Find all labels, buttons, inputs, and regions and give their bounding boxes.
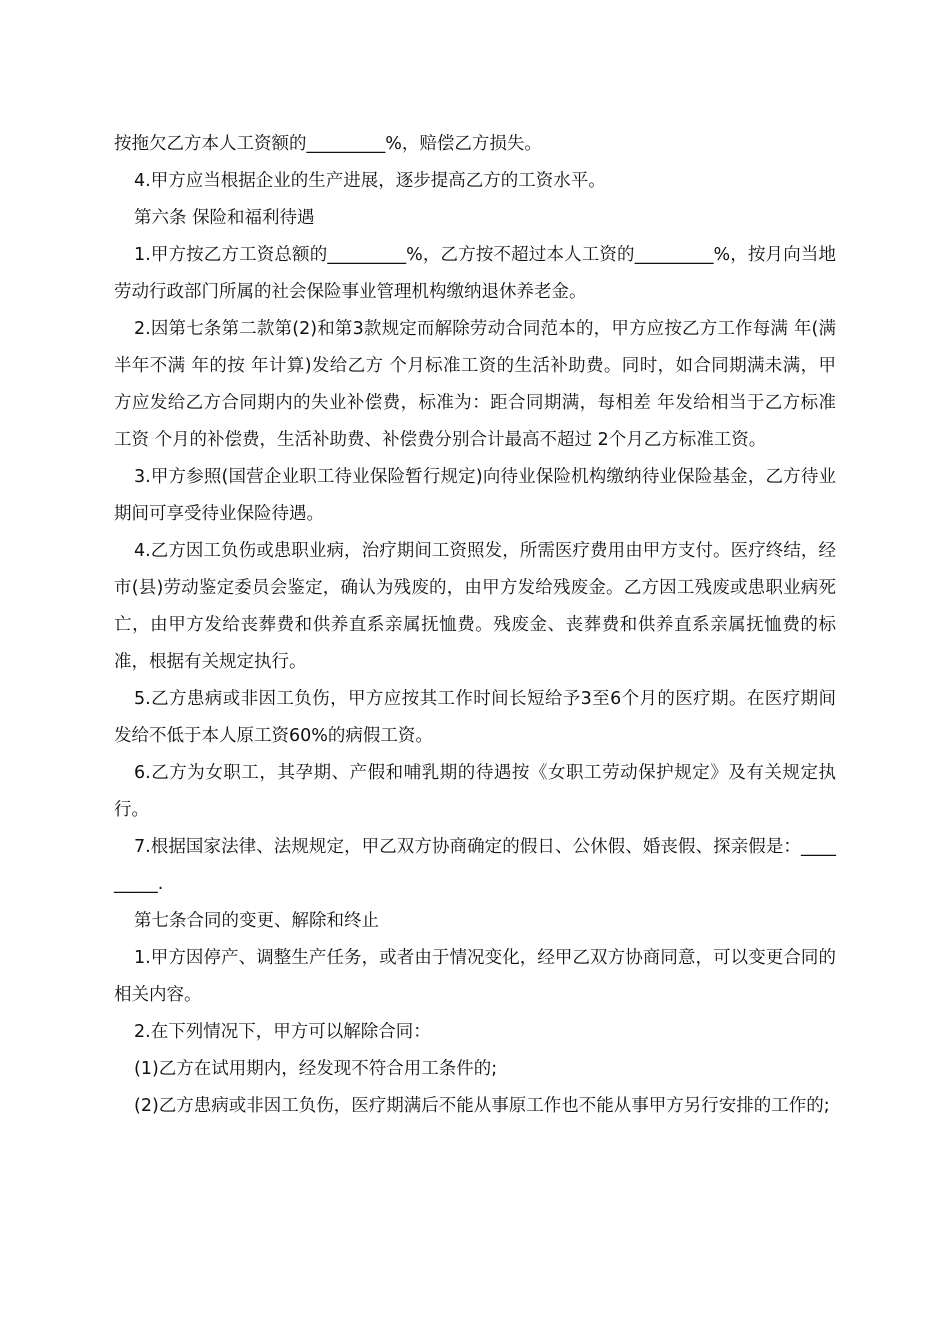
paragraph-clause-7-2-1: (1)乙方在试用期内，经发现不符合用工条件的;	[134, 1059, 498, 1079]
paragraph-clause-6-1: 1.甲方按乙方工资总额的_________%，乙方按不超过本人工资的_________%，按月向当地劳动行政部门所属的社会保险事业管理机构缴纳退休养老金。	[114, 245, 836, 302]
paragraph-clause-6-2: 2.因第七条第二款第(2)和第3款规定而解除劳动合同范本的，甲方应按乙方工作每满 年(满半年不满 年的按 年计算)发给乙方 个月标准工资的生活补助费。同时，如合同期满未满，甲方应发给乙方合同期内的失业补偿费，标准为：距合同期满，每相差 年发给相当于乙方标准工资 个月的补偿费，生活补助费、补偿费分别合计最高不超过 2个月乙方标准工资。	[114, 319, 836, 450]
paragraph-clause-6-6: 6.乙方为女职工，其孕期、产假和哺乳期的待遇按《女职工劳动保护规定》及有关规定执行。	[114, 763, 836, 820]
paragraph-continuation: 按拖欠乙方本人工资额的_________%，赔偿乙方损失。	[114, 134, 542, 154]
section-heading-article-7: 第七条合同的变更、解除和终止	[134, 911, 379, 931]
paragraph-clause-7-2-2: (2)乙方患病或非因工负伤，医疗期满后不能从事原工作也不能从事甲方另行安排的工作的;	[134, 1096, 830, 1116]
paragraph-clause-7-2: 2.在下列情况下，甲方可以解除合同：	[134, 1022, 431, 1042]
paragraph-clause-6-5: 5.乙方患病或非因工负伤，甲方应按其工作时间长短给予3至6个月的医疗期。在医疗期间发给不低于本人原工资60%的病假工资。	[114, 689, 836, 746]
paragraph-clause-6-7: 7.根据国家法律、法规规定，甲乙双方协商确定的假日、公休假、婚丧假、探亲假是：_________.	[114, 837, 836, 894]
paragraph-clause-6-4: 4.乙方因工负伤或患职业病，治疗期间工资照发，所需医疗费用由甲方支付。医疗终结，经市(县)劳动鉴定委员会鉴定，确认为残废的，由甲方发给残废金。乙方因工残废或患职业病死亡，由甲方发给丧葬费和供养直系亲属抚恤费。残废金、丧葬费和供养直系亲属抚恤费的标准，根据有关规定执行。	[114, 541, 836, 672]
document-page	[114, 126, 836, 1125]
paragraph-clause-5-4: 4.甲方应当根据企业的生产进展，逐步提高乙方的工资水平。	[134, 171, 606, 191]
section-heading-article-6: 第六条 保险和福利待遇	[134, 208, 315, 228]
paragraph-clause-6-3: 3.甲方参照(国营企业职工待业保险暂行规定)向待业保险机构缴纳待业保险基金，乙方待业期间可享受待业保险待遇。	[114, 467, 836, 524]
paragraph-clause-7-1: 1.甲方因停产、调整生产任务，或者由于情况变化，经甲乙双方协商同意，可以变更合同的相关内容。	[114, 948, 836, 1005]
